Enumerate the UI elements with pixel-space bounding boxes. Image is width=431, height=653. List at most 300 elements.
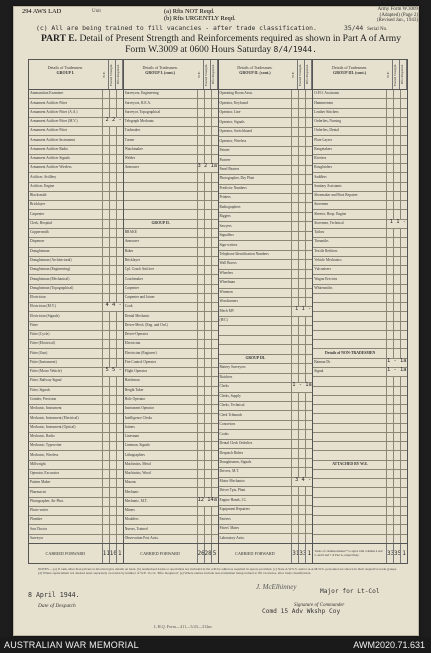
table-row: [124, 377, 218, 386]
table-row: [124, 349, 218, 358]
table-row: [124, 109, 218, 118]
cell: [102, 451, 109, 459]
cell: [298, 534, 305, 542]
cell: [109, 99, 116, 107]
unit-label: Unit: [92, 9, 101, 14]
cell: [109, 220, 116, 228]
strength-table: [28, 59, 408, 564]
cell: [305, 355, 312, 363]
cell: [291, 487, 298, 495]
table-row: [124, 461, 218, 470]
trade-label: [313, 331, 386, 339]
cell: [291, 374, 298, 382]
table-row: [313, 488, 407, 497]
cell: [291, 430, 298, 438]
cell: [211, 99, 218, 107]
cell: [291, 421, 298, 429]
trade-label: Clerks, Supply: [219, 393, 241, 398]
cell: [386, 109, 393, 117]
table-row: [313, 109, 407, 118]
trade-label: Surveyors, Engineering: [124, 91, 159, 96]
trade-label: Grinder, Precision: [30, 397, 57, 401]
cell: [204, 192, 211, 200]
trade-label: [313, 405, 386, 413]
trade-label: Storemen, Technical: [314, 220, 344, 225]
cell: [291, 393, 298, 401]
trade-label: Fitters' Mates: [219, 526, 240, 531]
cell: [116, 275, 123, 283]
table-row: [29, 479, 123, 488]
cell: [291, 213, 298, 221]
trade-label: Hole Operator: [124, 397, 146, 401]
table-row: [29, 220, 123, 229]
cell: [305, 496, 312, 504]
trade-label: Cooks: [219, 431, 229, 436]
column-header-w-e: W.E.: [102, 60, 109, 89]
cell: [204, 507, 211, 515]
trade-label: [313, 414, 386, 422]
trade-label: Electrician (Signals): [30, 313, 60, 318]
trade-label: Dispenser: [30, 239, 45, 244]
cell: [291, 317, 298, 325]
cell: [393, 294, 400, 302]
cell: [400, 164, 407, 172]
cell: [393, 266, 400, 274]
cell: [298, 326, 305, 334]
cell: [393, 136, 400, 144]
trade-label: Fitter, Signals: [30, 387, 51, 392]
cell: [386, 498, 393, 506]
table-row: [124, 525, 218, 534]
cell: [211, 433, 218, 441]
cell: [102, 173, 109, 181]
trade-label: Masons: [124, 480, 136, 485]
table-row: [313, 164, 407, 173]
table-row: [219, 496, 313, 505]
strength-entry: 4 4 -: [102, 303, 123, 311]
cell: [400, 127, 407, 135]
cell: [204, 294, 211, 302]
trade-label: Whitesmiths: [314, 285, 333, 290]
cell: [211, 285, 218, 293]
cell: [197, 507, 204, 515]
cell: [400, 201, 407, 209]
trade-label: [313, 377, 386, 385]
trade-label: Fitter (Cycle): [30, 332, 50, 337]
cell: [204, 248, 211, 256]
table-row: [124, 210, 218, 219]
trade-label: Surveyor, Topographical: [124, 109, 161, 114]
cell: [305, 317, 312, 325]
table-row: [124, 257, 218, 266]
trade-label: Mechanic, Typewriter: [30, 443, 62, 448]
cell: [116, 488, 123, 496]
cell: [386, 285, 393, 293]
cell: [400, 331, 407, 339]
details-header: [29, 60, 102, 89]
cell: [298, 175, 305, 183]
cell: [291, 175, 298, 183]
table-row: [313, 433, 407, 442]
cell: [386, 136, 393, 144]
table-row: [313, 461, 407, 470]
table-row: [219, 166, 313, 175]
cell: [291, 147, 298, 155]
table-row: [29, 525, 123, 534]
table-row: [29, 146, 123, 155]
table-row: [124, 118, 218, 127]
cell: [116, 507, 123, 515]
trade-label: Photographer, Air Phot.: [30, 498, 64, 503]
cell: [116, 90, 123, 98]
cell: [393, 442, 400, 450]
cell: [393, 516, 400, 524]
cell: [291, 496, 298, 504]
trade-label: [124, 201, 197, 209]
cell: [109, 507, 116, 515]
trade-label: Electrician (M.V.): [30, 304, 56, 309]
cell: [109, 248, 116, 256]
cell: [211, 257, 218, 265]
req-b: (b) Rfts URGENTLY Reqd.: [164, 15, 236, 22]
cell: [102, 359, 109, 367]
cell: [305, 440, 312, 448]
cell: [204, 303, 211, 311]
trade-label: Draughtsman (Topographical): [30, 285, 74, 290]
cell: [305, 203, 312, 211]
cell: [305, 175, 312, 183]
cell: [211, 377, 218, 385]
cell: [116, 387, 123, 395]
cell: [102, 479, 109, 487]
cell: [298, 279, 305, 287]
table-row: [29, 368, 123, 377]
cell: [400, 414, 407, 422]
cell: [109, 210, 116, 218]
table-row: [313, 516, 407, 525]
table-row: [219, 185, 313, 194]
group-header: [29, 60, 123, 90]
trade-label: Hatchman: [124, 378, 140, 383]
cell: [291, 449, 298, 457]
cell: [211, 525, 218, 533]
table-row: [219, 222, 313, 231]
cell: [298, 393, 305, 401]
table-row: [124, 331, 218, 340]
cell: [400, 488, 407, 496]
group-name: GROUP I. (cont.): [145, 69, 176, 75]
cell: [400, 442, 407, 450]
trade-label: Farriers: [219, 516, 231, 521]
cell: [116, 238, 123, 246]
cell: [291, 355, 298, 363]
trade-label: Draughtsmen, Signals: [219, 460, 252, 464]
cell: [386, 201, 393, 209]
trade-label: Textile Refitters: [314, 248, 338, 253]
trade-label: Operator, Keyboard: [219, 100, 249, 105]
trade-label: Millwright: [30, 461, 46, 466]
cell: [298, 345, 305, 353]
cell: [386, 405, 393, 413]
cell: [204, 424, 211, 432]
form-number: [377, 7, 418, 24]
cell: [298, 260, 305, 268]
cell: [386, 396, 393, 404]
table-row: [29, 285, 123, 294]
trade-label: Observation Post Assts.: [124, 535, 159, 540]
cell: [393, 275, 400, 283]
cell: [211, 470, 218, 478]
cell: [386, 451, 393, 459]
trade-label: Moulders: [124, 517, 139, 522]
cell: [204, 377, 211, 385]
cell: [102, 414, 109, 422]
cell: [211, 183, 218, 191]
table-row: [313, 424, 407, 433]
cell: [197, 387, 204, 395]
trade-label: Artificer, Artillery: [30, 174, 57, 179]
table-row: [124, 507, 218, 516]
table-row: [29, 516, 123, 525]
cell: [102, 507, 109, 515]
cell: [298, 289, 305, 297]
cell: [291, 118, 298, 126]
cell: [393, 248, 400, 256]
column-header-required: Rfts Required.: [400, 60, 407, 89]
cell: [109, 479, 116, 487]
cell: [393, 479, 400, 487]
trade-label: Draughtsman: [30, 248, 50, 253]
table-row: [219, 251, 313, 260]
cell: [204, 405, 211, 413]
carried-forward-label: Totals of columns marked * to agree with columns 4 and 5, and 6 and 7 of Part A, respectively.: [314, 549, 383, 557]
trade-label: [219, 326, 292, 334]
cell: [211, 405, 218, 413]
cell: [116, 210, 123, 218]
cell: [211, 238, 218, 246]
cell: [298, 137, 305, 145]
table-row: [219, 307, 313, 316]
cell: [211, 229, 218, 237]
signature-handwritten: J. McElhinney: [256, 583, 297, 591]
cell: [305, 364, 312, 372]
cell: [298, 374, 305, 382]
table-row: [124, 248, 218, 257]
dispatch-label: Date of Despatch: [38, 603, 76, 609]
table-row: [219, 317, 313, 326]
cell: [305, 393, 312, 401]
cell: [102, 322, 109, 330]
trade-label: Armament Artificer Radio: [30, 146, 68, 151]
table-row: [29, 424, 123, 433]
cell: [211, 118, 218, 126]
cell: [291, 364, 298, 372]
table-row: [124, 90, 218, 99]
cell: [291, 440, 298, 448]
cell: [386, 229, 393, 237]
cell: [305, 421, 312, 429]
cell: [291, 232, 298, 240]
cell: [400, 303, 407, 311]
form-adapted: (Adapted) (Page 2): [379, 12, 418, 18]
trade-label: BRAKE: [124, 230, 137, 235]
cell: [109, 173, 116, 181]
cell: [197, 238, 204, 246]
cell: [386, 173, 393, 181]
table-row: [29, 349, 123, 358]
table-row: [124, 396, 218, 405]
cell: [102, 498, 109, 506]
form-sheet: [13, 6, 419, 636]
cell: [197, 442, 204, 450]
trade-label: [124, 183, 197, 191]
carried-forward-row: [219, 543, 313, 563]
table-row: [313, 183, 407, 192]
cell: [116, 183, 123, 191]
cell: [109, 461, 116, 469]
cell: [305, 137, 312, 145]
cell: [116, 451, 123, 459]
cell: [109, 470, 116, 478]
table-row: [219, 156, 313, 165]
cell: [386, 238, 393, 246]
table-row: [29, 405, 123, 414]
table-row: [313, 136, 407, 145]
cell: [197, 349, 204, 357]
cell: [109, 183, 116, 191]
cell: [291, 298, 298, 306]
title-text: Detail of Present Strength and Reinforcements required as shown in Part A of Army Form W.3009 at 0600 Hours Saturday: [79, 33, 402, 55]
carried-forward-row: [29, 543, 123, 563]
unit-value: 294 AWS LAD: [22, 8, 62, 15]
cell: [291, 194, 298, 202]
trade-label: Cook: [124, 304, 133, 309]
cell: [298, 449, 305, 457]
trade-label: Sanitary Assistants: [314, 183, 342, 188]
trade-label: Signallers: [219, 233, 234, 238]
cell: [400, 146, 407, 154]
cell: [109, 275, 116, 283]
cell: [400, 266, 407, 274]
cell: [102, 525, 109, 533]
cell: [305, 289, 312, 297]
cell: [386, 461, 393, 469]
cell: [197, 155, 204, 163]
cell: [400, 229, 407, 237]
cell: [305, 147, 312, 155]
cell: [197, 257, 204, 265]
trade-label: Wheelman: [219, 280, 236, 285]
cell: [204, 118, 211, 126]
table-row: [124, 183, 218, 192]
cell: [305, 185, 312, 193]
cell: [400, 99, 407, 107]
cell: [109, 442, 116, 450]
cell: [386, 322, 393, 330]
table-row: [313, 368, 407, 377]
cell: [386, 183, 393, 191]
table-row: [313, 340, 407, 349]
table-row: [219, 90, 313, 99]
trade-label: Plumber: [30, 517, 43, 522]
trade-label: Roughriders: [314, 165, 333, 170]
cell: [305, 270, 312, 278]
cell: [204, 479, 211, 487]
cell: [116, 192, 123, 200]
signature-typed: Major for Lt-Col: [320, 588, 380, 595]
cell: [116, 396, 123, 404]
cell: [102, 238, 109, 246]
trade-label: Carpenter and Joiner: [124, 295, 155, 300]
group-name: GROUP II. (cont.): [239, 69, 271, 75]
cell: [204, 387, 211, 395]
trade-label: Armament Artificer Fitter (A.A.): [30, 109, 78, 114]
cell: [116, 229, 123, 237]
cell: [204, 220, 211, 228]
cell: [204, 396, 211, 404]
cell: [400, 451, 407, 459]
cell: [393, 99, 400, 107]
table-row: [124, 229, 218, 238]
trade-label: Mechanic, Instrument (Optical): [30, 424, 76, 429]
trade-label: Artificer, Engine: [30, 183, 55, 188]
trade-label: Fire Control Operator: [124, 359, 157, 364]
cell: [298, 270, 305, 278]
cell: [204, 331, 211, 339]
trade-label: Baker: [124, 248, 134, 253]
trade-label: Draughtsman (Engineering): [30, 267, 71, 272]
table-row: [313, 507, 407, 516]
table-row: [313, 238, 407, 247]
column-header-w-e: W.E.: [386, 60, 393, 89]
cell: [102, 192, 109, 200]
cell: [116, 109, 123, 117]
trade-label: Radiographers: [219, 204, 241, 209]
cell: [204, 535, 211, 543]
table-row: [29, 387, 123, 396]
cell: [400, 257, 407, 265]
trade-label: Laboratory Assts.: [219, 535, 245, 540]
cell: [393, 470, 400, 478]
cell: [197, 535, 204, 543]
cell: [197, 275, 204, 283]
cell: [211, 368, 218, 376]
cell: [204, 488, 211, 496]
trade-label: Engine Hands, I.C.: [219, 497, 247, 502]
trade-label: Intelligence Clerks: [124, 415, 152, 420]
trade-label: Instrument Operator: [124, 406, 154, 411]
carried-forward-value: 28: [204, 544, 211, 563]
cell: [116, 525, 123, 533]
cell: [116, 173, 123, 181]
table-row: [313, 294, 407, 303]
cell: [291, 222, 298, 230]
cell: [400, 322, 407, 330]
cell: [109, 377, 116, 385]
table-row: [124, 266, 218, 275]
trade-label: Riveters: [314, 156, 327, 161]
cell: [116, 146, 123, 154]
table-row: [124, 479, 218, 488]
table-row: [124, 173, 218, 182]
trade-label: [313, 525, 386, 533]
cell: [400, 312, 407, 320]
cell: [197, 396, 204, 404]
cell: [204, 155, 211, 163]
trade-label: Riggers: [219, 214, 231, 219]
cell: [305, 194, 312, 202]
cell: [393, 387, 400, 395]
